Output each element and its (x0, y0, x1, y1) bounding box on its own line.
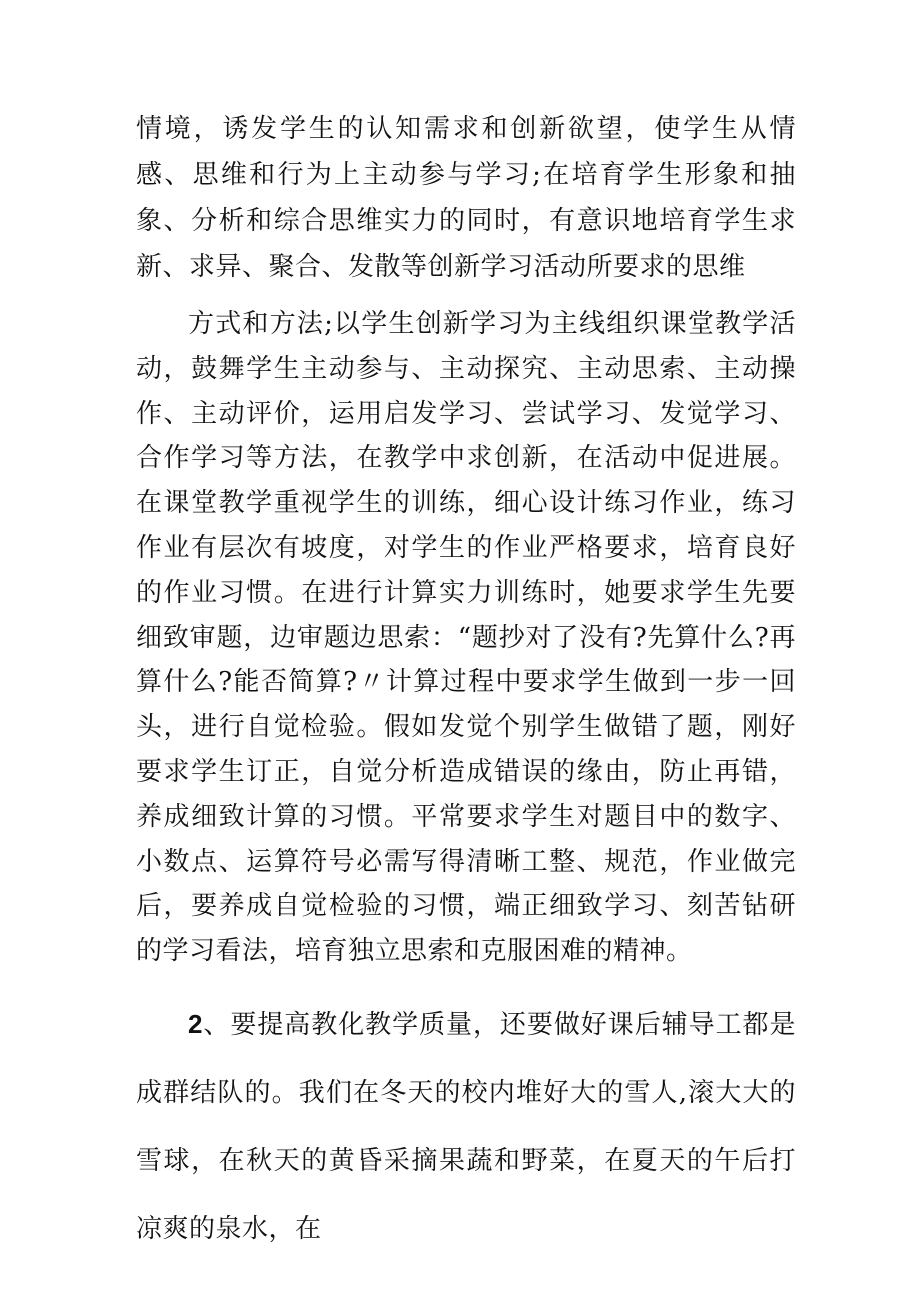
paragraph-1: 情境，诱发学生的认知需求和创新欲望，使学生从情感、思维和行为上主动参与学习;在培育学生形象和抽象、分析和综合思维实力的同时，有意识地培育学生求新、求异、聚合、发散等创新学习活动所要求的思维 (136, 114, 796, 282)
paragraph-2: 方式和方法;以学生创新学习为主线组织课堂教学活动，鼓舞学生主动参与、主动探究、主动思索、主动操作、主动评价，运用启发学习、尝试学习、发觉学习、合作学习等方法，在教学中求创新，在活动中促进展。在课堂教学重视学生的训练，细心设计练习作业，练习作业有层次有坡度，对学生的作业严格要求，培育良好的作业习惯。在进行计算实力训练时，她要求学生先要细致审题，边审题边思索：“题抄对了没有?先算什么?再算什么?能否简算?〃计算过程中要求学生做到一步一回头，进行自觉检验。假如发觉个别学生做错了题，刚好要求学生订正，自觉分析造成错误的缘由，防止再错，养成细致计算的习惯。平常要求学生对题目中的数字、小数点、运算符号必需写得清晰工整、规范，作业做完后，要养成自觉检验的习惯，端正细致学习、刻苦钻研的学习看法，培育独立思索和克服困难的精神。 (136, 309, 796, 967)
paragraph-3-text: 、要提高教化教学质量，还要做好课后辅导工都是成群结队的。我们在冬天的校内堆好大的雪人,滚大大的雪球，在秋天的黄昏采摘果蔬和野菜，在夏天的午后打凉爽的泉水，在 (136, 1010, 796, 1244)
paragraph-3 (136, 990, 796, 1263)
paragraph-3-number: 2 (188, 1009, 203, 1039)
